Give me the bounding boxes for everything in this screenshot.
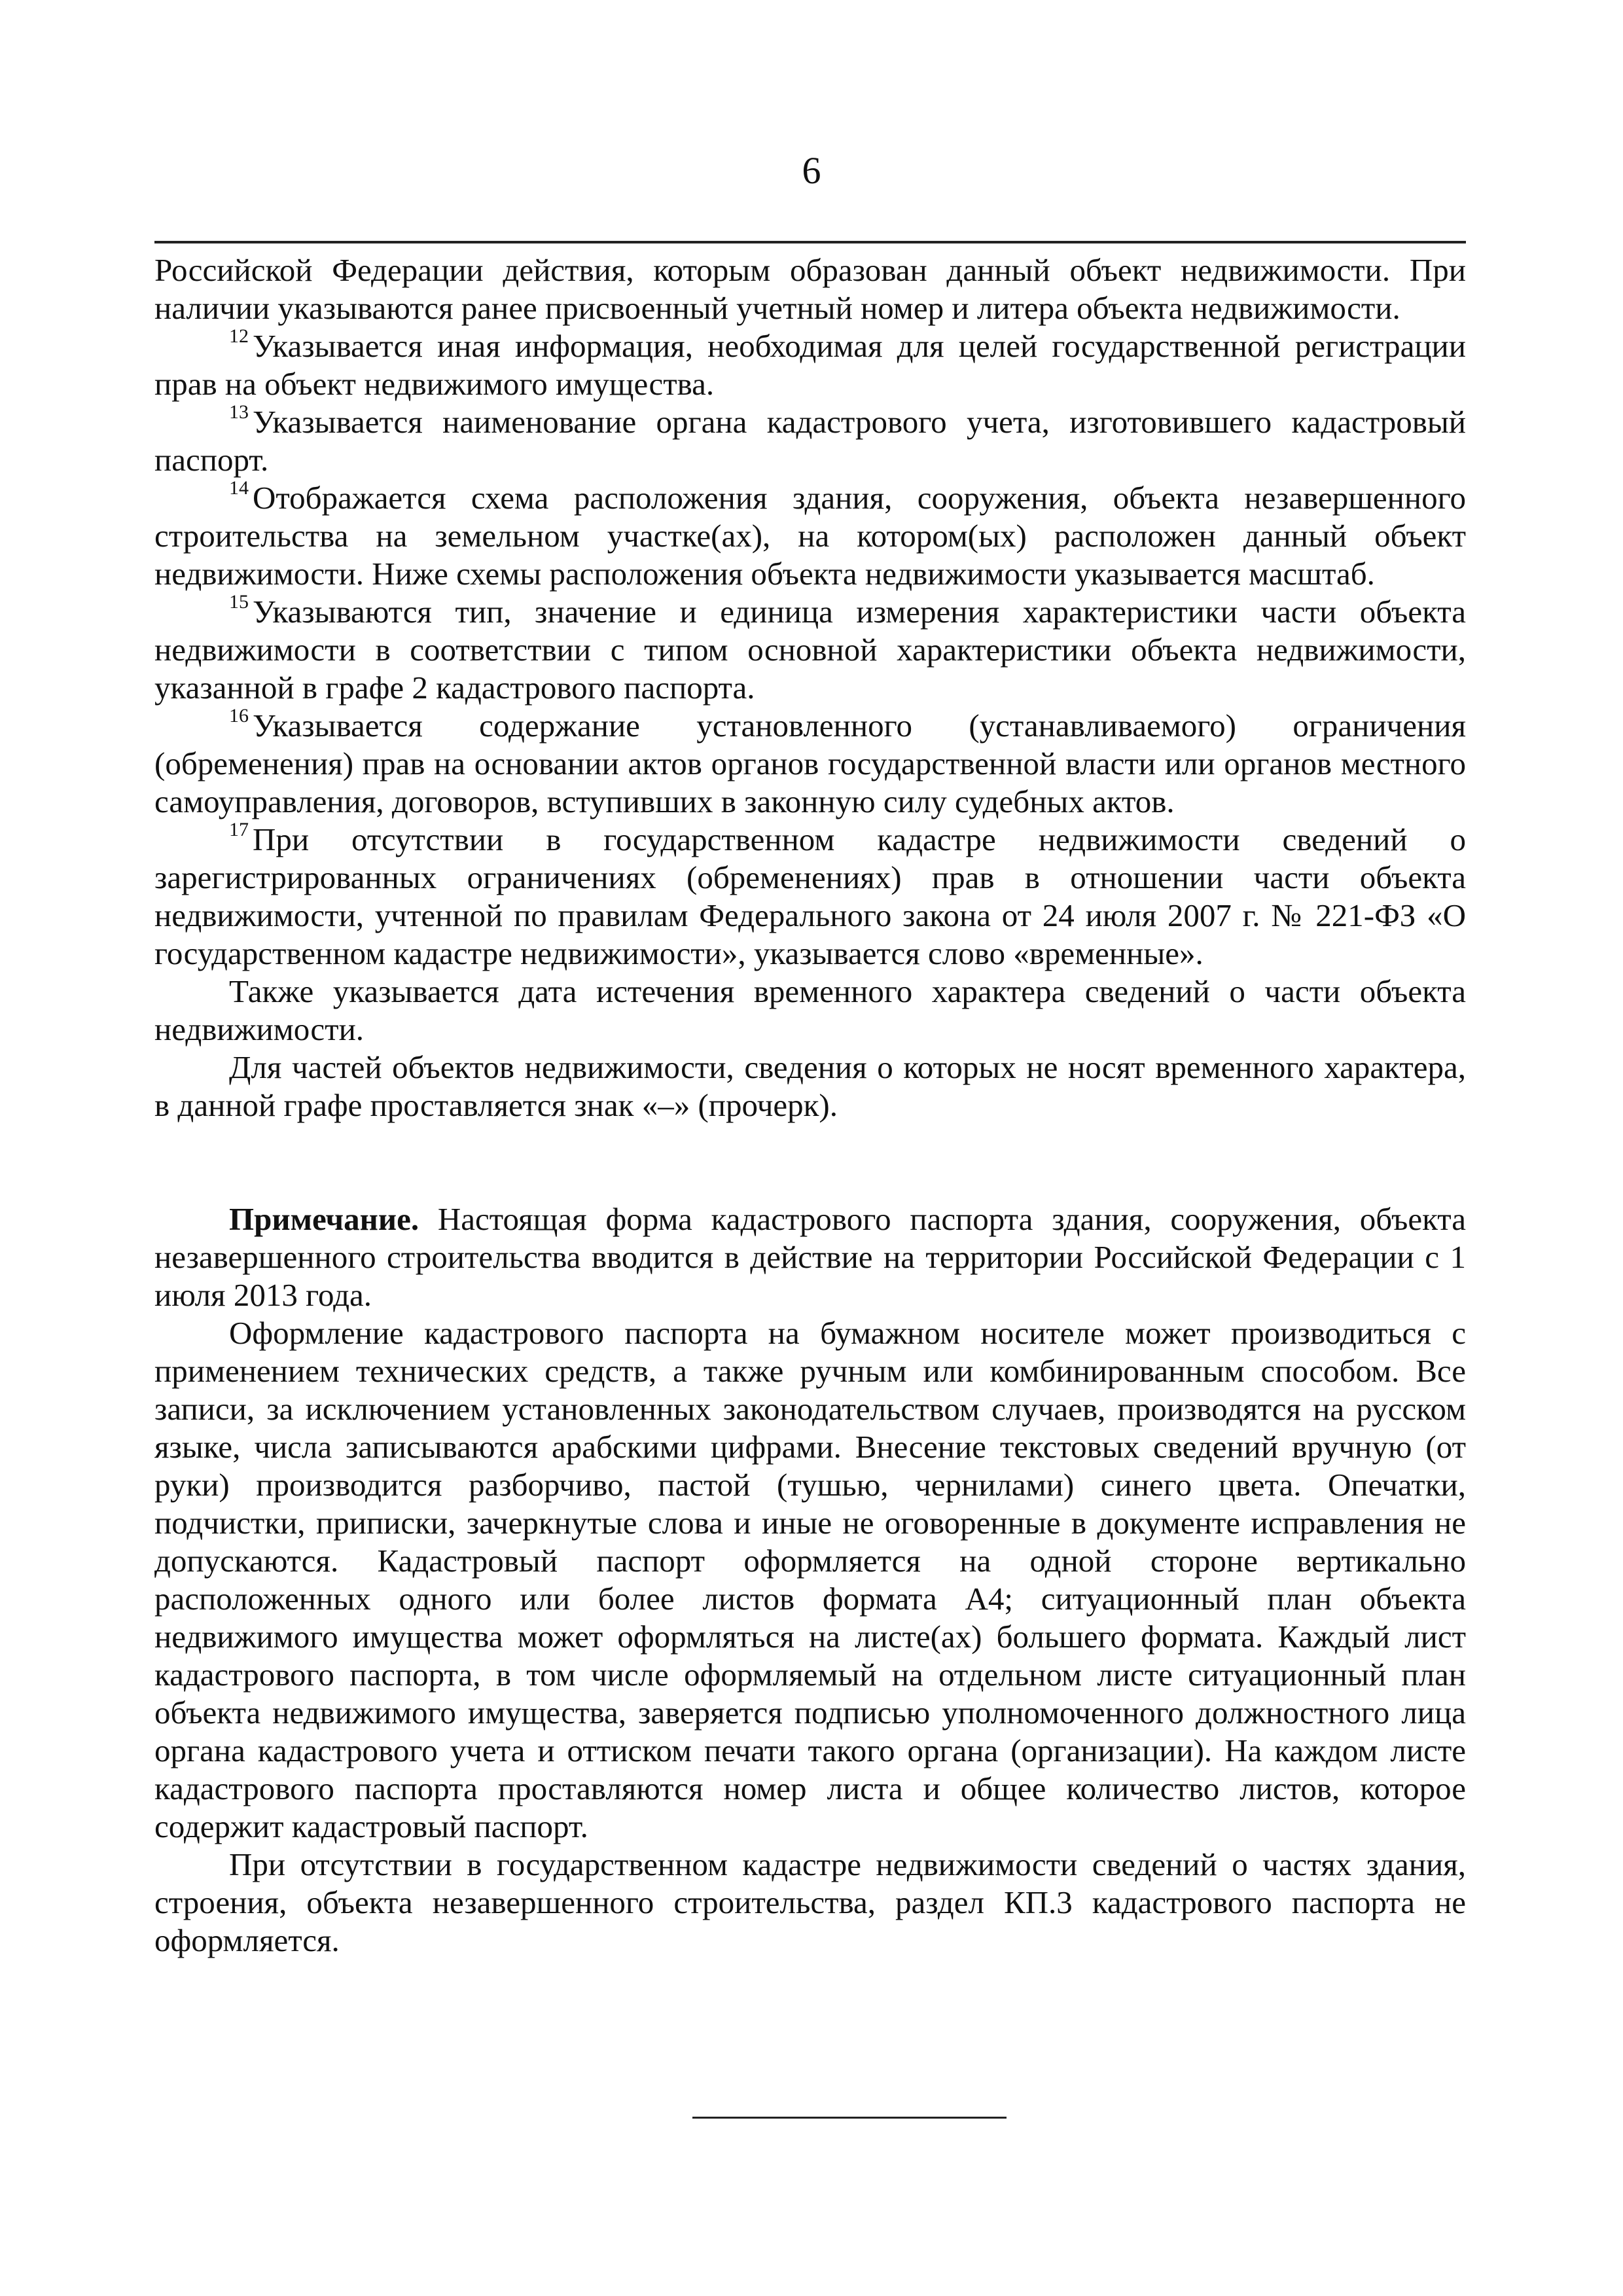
note-paragraph: Оформление кадастрового паспорта на бумажном носителе может производиться с применением технических средств, а также ручным или комбинированным способом. Все записи, за исключением установленных законодательством случаев, производятся на русском языке, числа записываются арабскими цифрами. Внесение текстовых сведений вручную (от руки) производится разборчиво, пастой (тушью, чернилами) синего цвета. Опечатки, подчистки, приписки, зачеркнутые слова и иные не оговоренные в документе исправления не допускаются. Кадастровый паспорт оформляется на одной стороне вертикально расположенных одного или более листов формата А4; ситуационный план объекта недвижимого имущества может оформляться на листе(ах) большего формата. Каждый лист кадастрового паспорта, в том числе оформляемый на отдельном листе ситуационный план объекта недвижимого имущества, заверяется подписью уполномоченного должностного лица органа кадастрового учета и оттиском печати такого органа (организации). На каждом листе кадастрового паспорта проставляются номер листа и общее количество листов, которое содержит кадастровый паспорт. [154,1315,1466,1844]
footnote-marker: 17 [229,819,249,840]
footnote-text: Указывается иная информация, необходимая для целей государственной регистрации прав на объект недвижимого имущества. [154,328,1466,402]
footnote-text: Указывается наименование органа кадастрового учета, изготовившего кадастровый паспорт. [154,404,1466,478]
footnote-text: Указывается содержание установленного (устанавливаемого) ограничения (обременения) прав на основании актов органов государственной власти или органов местного самоуправления, договоров, вступивших в законную силу судебных актов. [154,708,1466,819]
footnote-marker: 13 [229,401,249,423]
footnote-text: Отображается схема расположения здания, сооружения, объекта незавершенного строительства на земельном участке(ах), на котором(ых) расположен данный объект недвижимости. Ниже схемы расположения объекта недвижимости указывается масштаб. [154,480,1466,592]
note-paragraph [154,1200,1466,1314]
footnote-marker: 16 [229,705,249,726]
page-number: 6 [802,149,821,192]
footnote-text: При отсутствии в государственном кадастре недвижимости сведений о зарегистрированных ограничениях (обременениях) прав в отношении части объекта недвижимости, учтенной по правилам Федерального закона от 24 июля 2007 г. № 221-ФЗ «О государственном кадастре недвижимости», указывается слово «временные». [154,821,1466,971]
header-divider [154,241,1466,243]
footnote-15 [154,593,1466,707]
section-spacer [154,1124,1466,1200]
footnote-continuation: Российской Федерации действия, которым образован данный объект недвижимости. При наличии указываются ранее присвоенный учетный номер и литера объекта недвижимости. [154,252,1466,326]
note-text: Настоящая форма кадастрового паспорта здания, сооружения, объекта незавершенного строительства вводится в действие на территории Российской Федерации с 1 июля 2013 года. [154,1201,1466,1313]
footnote-marker: 12 [229,325,249,347]
footnote-14 [154,479,1466,593]
note-label: Примечание. [229,1201,419,1237]
footnote-12 [154,327,1466,403]
note-paragraph: При отсутствии в государственном кадастре недвижимости сведений о частях здания, строения, объекта незавершенного строительства, раздел КП.3 кадастрового паспорта не оформляется. [154,1846,1466,1958]
footnote-extra-paragraph: Также указывается дата истечения временного характера сведений о части объекта недвижимости. [154,973,1466,1047]
document-body [154,251,1466,1960]
footnote-marker: 15 [229,591,249,613]
footnote-17 [154,821,1466,973]
footnote-16 [154,707,1466,821]
footnote-text: Указываются тип, значение и единица измерения характеристики части объекта недвижимости в соответствии с типом основной характеристики объекта недвижимости, указанной в графе 2 кадастрового паспорта. [154,594,1466,706]
closing-divider [692,2117,1007,2119]
footnote-marker: 14 [229,477,249,499]
footnote-extra-paragraph: Для частей объектов недвижимости, сведения о которых не носят временного характера, в данной графе проставляется знак «–» (прочерк). [154,1049,1466,1123]
footnote-13 [154,403,1466,479]
